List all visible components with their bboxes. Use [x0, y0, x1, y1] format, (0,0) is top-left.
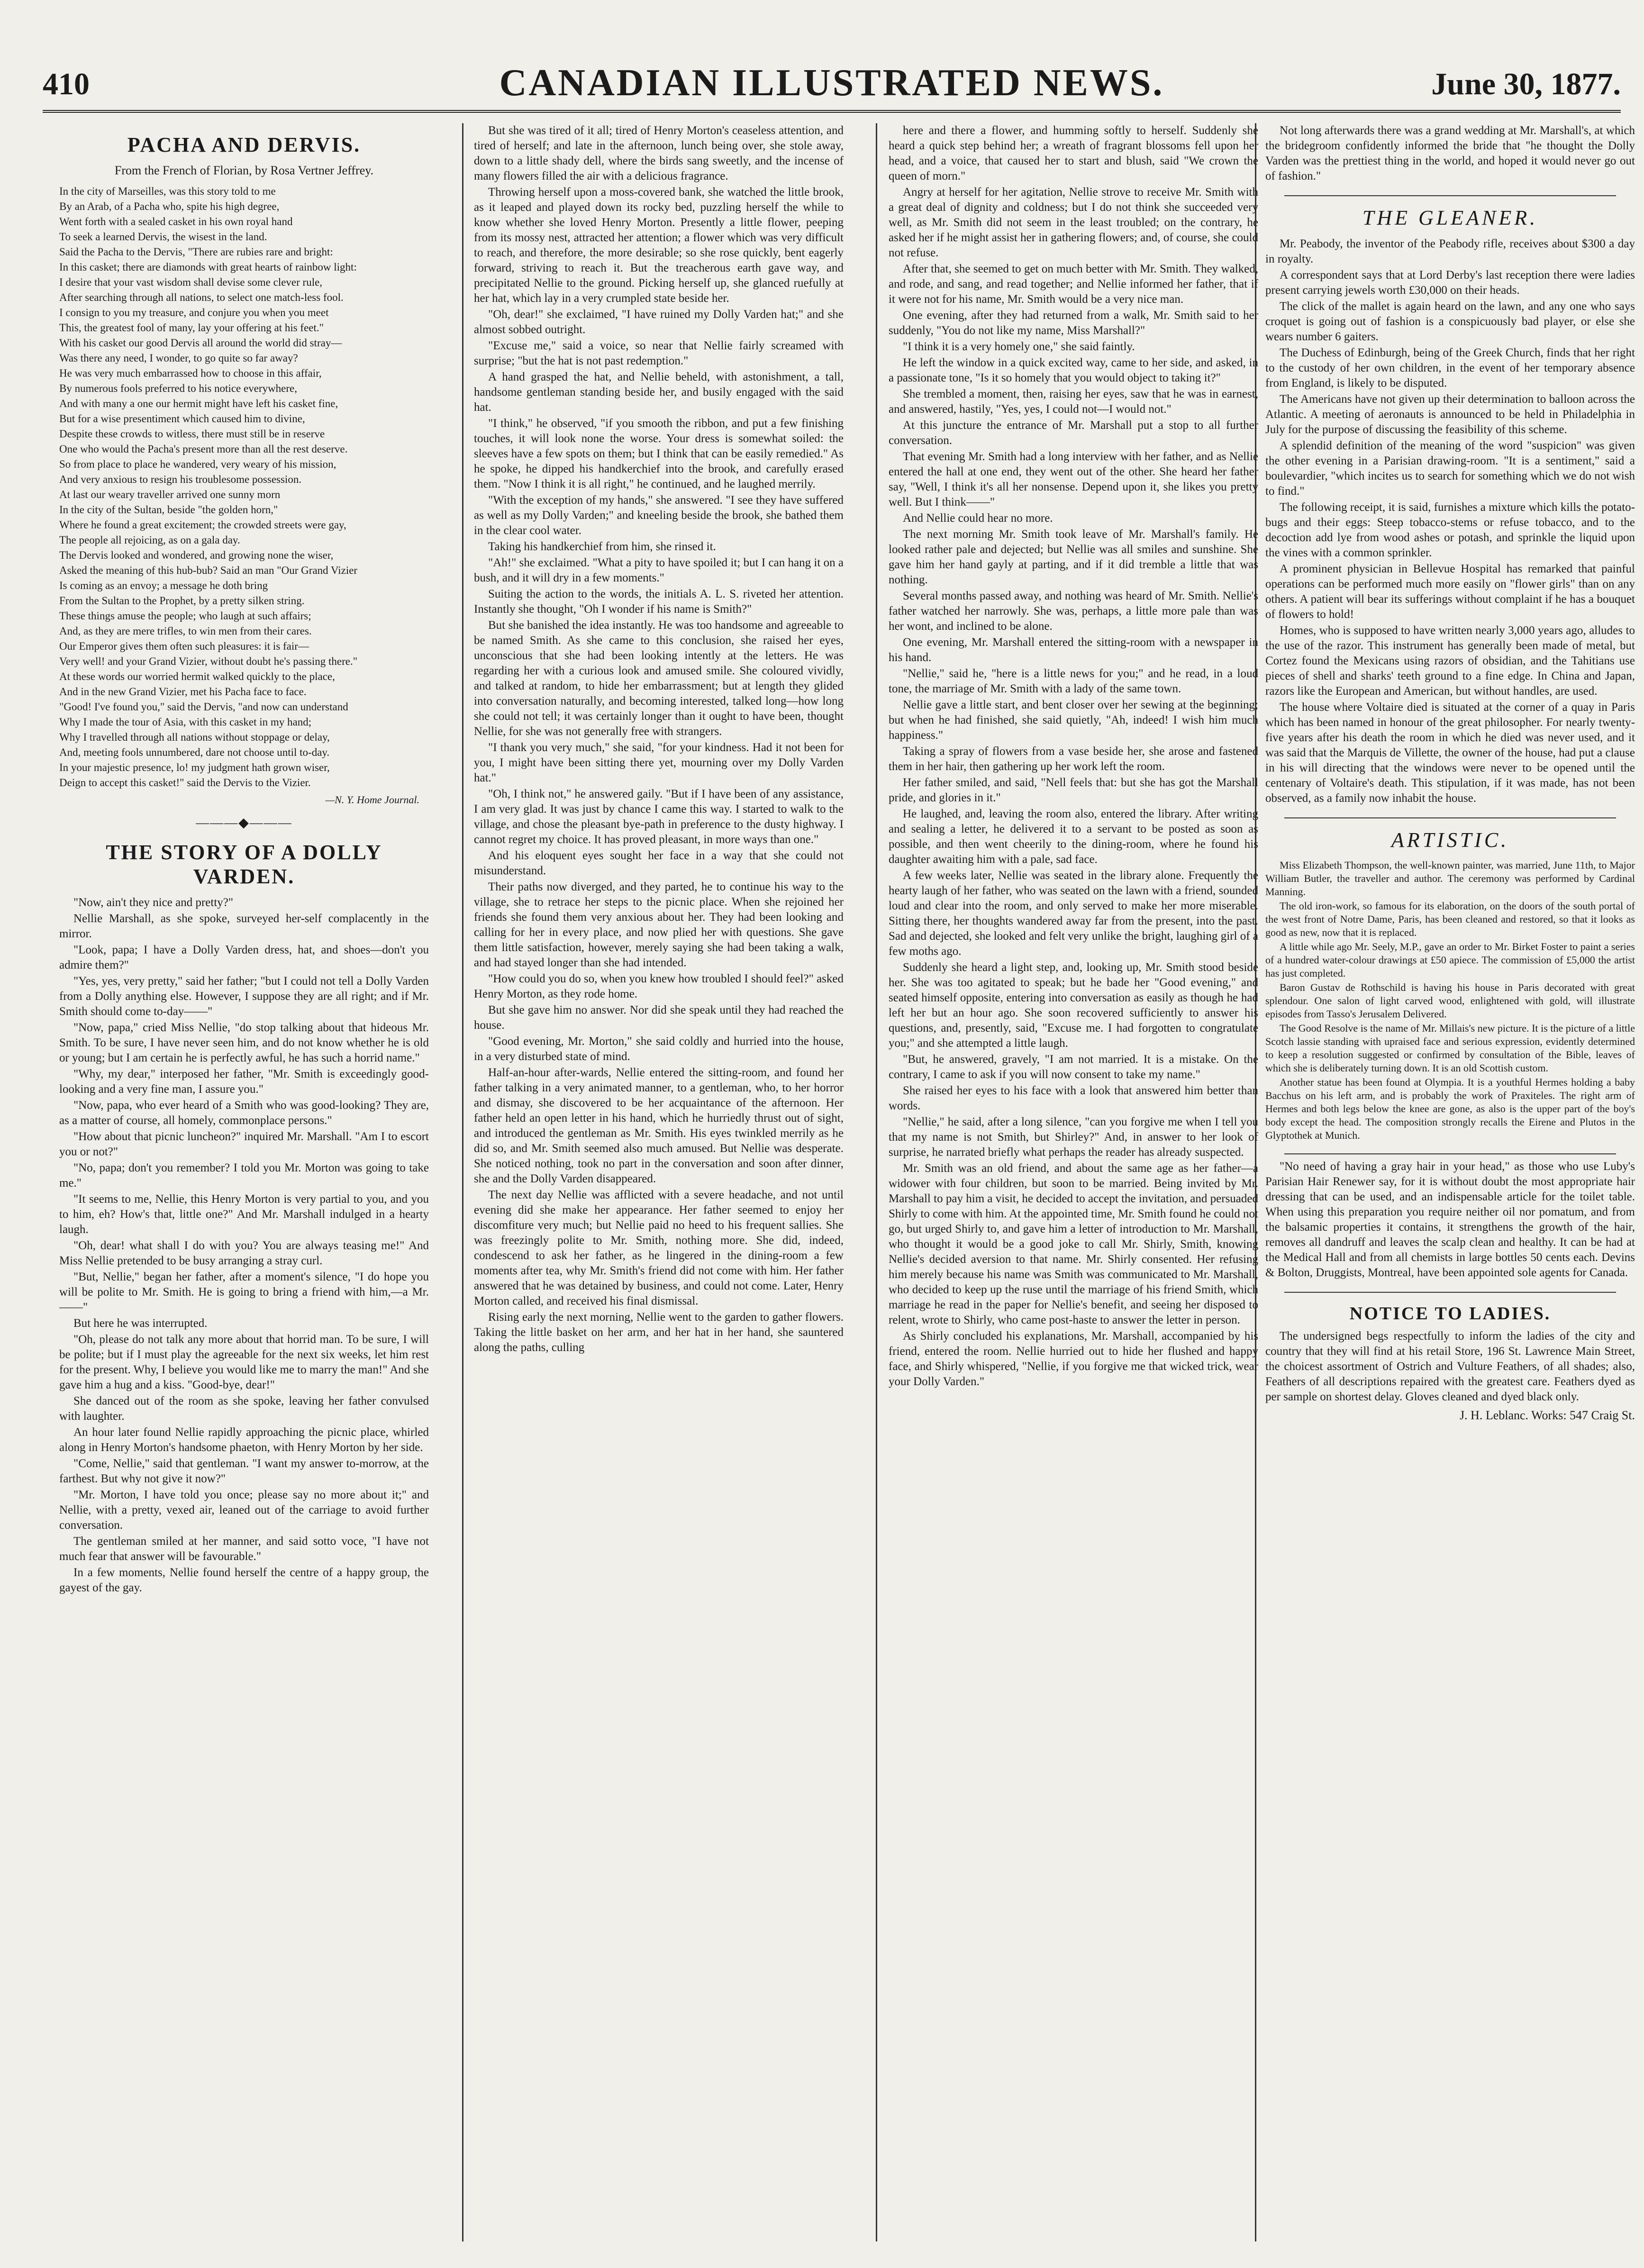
- column-2: [474, 123, 844, 2241]
- column-3: [889, 123, 1258, 2241]
- poem-line: Why I made the tour of Asia, with this casket in my hand;: [59, 716, 312, 728]
- story-paragraph: "But, he answered, gravely, "I am not married. It is a mistake. On the contrary, I came to ask if you will now consent to take my name.": [889, 1053, 1258, 1081]
- gleaner-title: THE GLEANER.: [1362, 206, 1538, 229]
- story-paragraph: One evening, after they had returned from a walk, Mr. Smith said to her suddenly, "You do not like my name, Miss Marshall?": [889, 309, 1258, 337]
- artistic-item: The old iron-work, so famous for its elaboration, on the doors of the south portal of the west front of Notre Dame, Paris, has been cleaned and restored, so that it looks as good as new, now that it is replaced.: [1265, 900, 1635, 938]
- story-paragraph: The next day Nellie was afflicted with a severe headache, and not until evening did she make her appearance. Her father seemed to enjoy her discomfiture very much; but Nellie paid no heed to his frequent sallies. She was freezingly polite to Mr. Smith, nothing more. She did, indeed, condescend to ask her father, as he lingered in the dining-room a few moments after tea, why Mr. Smith's friend did not come with him. Her father answered that he was detained by business, and could not come. Later, Henry Morton called, and received his final dismissal.: [474, 1188, 844, 1307]
- story-paragraph: "Nellie," said he, "here is a little news for you;" and he read, in a loud tone, the marriage of Mr. Smith with a lady of the same town.: [889, 667, 1258, 695]
- poem-line: "Good! I've found you," said the Dervis, "and now can understand: [59, 701, 348, 713]
- story-paragraph: "Oh, please do not talk any more about that horrid man. To be sure, I will be polite; but if I must play the agreeable for the next six weeks, let him rest for the present. Why, I believe you would like me to marry the man!" And she gave him a hug and a kiss. "Good-bye, dear!": [59, 1333, 429, 1391]
- notice-title: NOTICE TO LADIES.: [1349, 1304, 1551, 1324]
- story-title: THE STORY OF A DOLLY VARDEN.: [106, 841, 382, 888]
- story-paragraph: "Now, papa," cried Miss Nellie, "do stop talking about that hideous Mr. Smith. To be sure, I have never seen him, and do not know whether he is old or young; but I am certain he is perfectly awful, he has such a horrid name.": [59, 1021, 429, 1064]
- story-paragraph: An hour later found Nellie rapidly approaching the picnic place, whirled along in Henry Morton's handsome phaeton, with Henry Morton by her side.: [59, 1426, 429, 1454]
- artistic-item: A little while ago Mr. Seely, M.P., gave an order to Mr. Birket Foster to paint a series of a hundred water-colour drawings at £50 apiece. The commission of £5,000 the artist has just completed.: [1265, 941, 1635, 979]
- gleaner-item: Homes, who is supposed to have written nearly 3,000 years ago, alludes to the use of the razor. This instrument has generally been made of metal, but Cortez found the Mexicans using razors of obsidian, and the Tahitians use pieces of shell and sharks' teeth ground to a fine edge. In China and Japan, razors like the European and American, but without handles, are used.: [1265, 624, 1635, 698]
- story-paragraph: "But, Nellie," began her father, after a moment's silence, "I do hope you will be polite to Mr. Smith. He is going to bring a friend with him,—a Mr.——": [59, 1270, 429, 1314]
- ornament-divider: ———◆———: [196, 816, 292, 830]
- gleaner-item: The Americans have not given up their determination to balloon across the Atlantic. A meeting of aeronauts is announced to be held in Philadelphia in July for the purpose of discussing the feasibility of this scheme.: [1265, 393, 1635, 436]
- story-paragraph: She trembled a moment, then, raising her eyes, saw that he was in earnest, and answered, hastily, "Yes, yes, I could not—I would not.": [889, 388, 1258, 416]
- gleaner-item: Mr. Peabody, the inventor of the Peabody rifle, receives about $300 a day in royalty.: [1265, 237, 1635, 265]
- story-paragraph: "Ah!" she exclaimed. "What a pity to have spoiled it; but I can hang it on a bush, and it will dry in a few moments.": [474, 556, 844, 584]
- artistic-body: [1265, 859, 1635, 1142]
- story-paragraph: "Yes, yes, very pretty," said her father; "but I could not tell a Dolly Varden from a Dolly anything else. However, I suppose they are all right; and if Mr. Smith should come to-day——": [59, 975, 429, 1018]
- artistic-title: ARTISTIC.: [1391, 828, 1509, 852]
- artistic-item: Another statue has been found at Olympia. It is a youthful Hermes holding a baby Bacchus on his left arm, and is probably the work of Praxiteles. The right arm of Hermes and both legs below the knee are gone, as also is the upper part of the boy's body except the head. The composition strongly recalls the Eirene and Plutos in the Glyptothek at Munich.: [1265, 1076, 1635, 1141]
- story-paragraph: "Mr. Morton, I have told you once; please say no more about it;" and Nellie, with a pretty, vexed air, leaned out of the carriage to avoid further conversation.: [59, 1488, 429, 1532]
- poem-line: And with many a one our hermit might have left his casket fine,: [59, 398, 338, 409]
- story-paragraph: "I think it is a very homely one," she said faintly.: [903, 340, 1135, 353]
- story-paragraph: Taking a spray of flowers from a vase beside her, she arose and fastened them in her hair, then gathering up her work left the room.: [889, 745, 1258, 773]
- poem-source: —N. Y. Home Journal.: [325, 794, 419, 806]
- story-paragraph: "Excuse me," said a voice, so near that Nellie fairly screamed with surprise; "but the hat is not past redemption.": [474, 339, 844, 367]
- story-paragraph: After that, she seemed to get on much better with Mr. Smith. They walked, and rode, and sang, and read together; and Nellie informed her father, that if it were not for his name, Mr. Smith would be a very nice man.: [889, 263, 1258, 306]
- gleaner-item: A prominent physician in Bellevue Hospital has remarked that painful operations can be performed much more easily on "flower girls" than on any others. A patient will bear its sufferings without complaint if he has a bouquet of flowers to hold!: [1265, 562, 1635, 621]
- poem-line: So from place to place he wandered, very weary of his mission,: [59, 458, 336, 470]
- gleaner-item: A splendid definition of the meaning of the word "suspicion" was given the other evening in a Parisian drawing-room. "It is a sentiment," said a boulevardier, "which incites us to search for something which we do not wish to find.": [1265, 439, 1635, 498]
- poem-line: Was there any need, I wonder, to go quite so far away?: [59, 352, 298, 364]
- poem-line: The people all rejoicing, as on a gala day.: [59, 534, 240, 546]
- column-divider: [876, 123, 877, 2241]
- poem-line: Where he found a great excitement; the crowded streets were gay,: [59, 519, 346, 531]
- story-paragraph: "Oh, dear! what shall I do with you? You are always teasing me!" And Miss Nellie pretended to be busy arranging a stray curl.: [59, 1239, 429, 1267]
- story-paragraph: here and there a flower, and humming softly to herself. Suddenly she heard a quick step behind her; a wreath of fragrant blossoms fell upon her head, and a voice, that caused her to start and blush, said "We crown the queen of morn.": [889, 124, 1258, 182]
- story-paragraph: "Why, my dear," interposed her father, "Mr. Smith is exceedingly good-looking and a very fine man, I assure you.": [59, 1068, 429, 1096]
- story-paragraph: "Nellie," he said, after a long silence, "can you forgive me when I tell you that my name is not Smith, but Shirley?" And, in answer to her look of surprise, he narrated briefly what perhaps the reader has already suspected.: [889, 1116, 1258, 1159]
- story-paragraph: The gentleman smiled at her manner, and said sotto voce, "I have not much fear that answer will be favourable.": [59, 1535, 429, 1563]
- story-paragraph: "Oh, dear!" she exclaimed, "I have ruined my Dolly Varden hat;" and she almost sobbed outright.: [474, 308, 844, 336]
- column-1: [59, 123, 429, 2241]
- story-paragraph: "Oh, I think not," he answered gaily. "But if I have been of any assistance, I am very glad. It was just by chance I came this way. I started to walk to the village, and chose the pleasant bye-path in preference to the dusty highway. I cannot regret my choice. It has proved pleasant, in more ways than one.": [474, 788, 844, 846]
- story-paragraph: Mr. Smith was an old friend, and about the same age as her father—a widower with four children, but soon to be married. Being invited by Mr. Marshall to pay him a visit, he decided to accept the invitation, and persuaded Shirly to come with him. At the appointed time, Mr. Smith found he could not go, but urged Shirly to, and gave him a letter of introduction to Mr. Marshall, who thought it would be a good joke to call Mr. Shirly, Smith, knowing Nellie's decided aversion to that name. Mr. Shirly consented. Her refusing him merely because his name was Smith was communicated to Mr. Marshall, who decided to keep up the ruse until the marriage of his friend Smith, which marriage he read in the paper for Nellie's benefit, and seeing her disposed to relent, wrote to Shirly, who came post-haste to answer the letter in person.: [889, 1162, 1258, 1326]
- story-paragraph: Nellie Marshall, as she spoke, surveyed her-self complacently in the mirror.: [59, 912, 429, 940]
- story-paragraph: Not long afterwards there was a grand wedding at Mr. Marshall's, at which the bridegroom confidently informed the bride that "he thought the Dolly Varden was the prettiest thing in the world, and hoped it would never go out of fashion.": [1265, 124, 1635, 182]
- column-4: [1265, 123, 1635, 2241]
- story-paragraph: "No, papa; don't you remember? I told you Mr. Morton was going to take me.": [59, 1161, 429, 1189]
- story-paragraph: Her father smiled, and said, "Nell feels that: but she has got the Marshall pride, and glories in it.": [889, 776, 1258, 804]
- column-divider: [462, 123, 463, 2241]
- story-paragraph: Several months passed away, and nothing was heard of Mr. Smith. Nellie's father watched her narrowly. She was, perhaps, a little more pale than was her wont, and inclined to be alone.: [889, 590, 1258, 633]
- poem-line: But for a wise presentiment which caused him to divine,: [59, 413, 305, 425]
- poem-line: At last our weary traveller arrived one sunny morn: [59, 489, 281, 500]
- story-body-part-4: [1265, 123, 1635, 184]
- gleaner-item: The click of the mallet is again heard on the lawn, and any one who says croquet is going out of fashion is a conspicuously bad player, or else she wears number 6 gaiters.: [1265, 300, 1635, 343]
- story-paragraph: He laughed, and, leaving the room also, entered the library. After writing and sealing a letter, he delivered it to a servant to be posted as soon as possible, and then went cheerily to the dining-room, where he found his daughter awaiting him with a pale, sad face.: [889, 807, 1258, 866]
- story-paragraph: She danced out of the room as she spoke, leaving her father convulsed with laughter.: [59, 1395, 429, 1423]
- poem-line: In your majestic presence, lo! my judgment hath grown wiser,: [59, 762, 330, 773]
- story-paragraph: But she gave him no answer. Nor did she speak until they had reached the house.: [474, 1004, 844, 1032]
- story-paragraph: Angry at herself for her agitation, Nellie strove to receive Mr. Smith with a great deal of dignity and coldness; but I do not think she succeeded very well, as Mr. Smith did not seem in the least troubled; on the contrary, he asked her if he might assist her in gathering flowers; and, of course, she could not refuse.: [889, 186, 1258, 259]
- gleaner-item: A correspondent says that at Lord Derby's last reception there were ladies present carrying jewels worth £30,000 on their heads.: [1265, 269, 1635, 297]
- story-paragraph: As Shirly concluded his explanations, Mr. Marshall, accompanied by his friend, entered the room. Nellie hurried out to hide her flushed and happy face, and Shirly whispered, "Nellie, if you forgive me that wicked trick, wear your Dolly Varden.": [889, 1330, 1258, 1388]
- gleaner-item: The following receipt, it is said, furnishes a mixture which kills the potato-bugs and their eggs: Steep tobacco-stems or refuse tobacco, and to the decoction add lye from wood ashes or potash, and sprinkle the liquid upon the vines with a common sprinkler.: [1265, 501, 1635, 559]
- poem-line: These things amuse the people; who laugh at such affairs;: [59, 610, 311, 622]
- page-number: 410: [43, 67, 90, 101]
- masthead: CANADIAN ILLUSTRATED NEWS.: [499, 62, 1164, 104]
- section-rule: [1284, 195, 1616, 196]
- story-paragraph: "With the exception of my hands," she answered. "I see they have suffered as well as my Dolly Varden;" and kneeling beside the brook, she bathed them in the clear cool water.: [474, 494, 844, 537]
- story-body-part-1: [59, 895, 429, 1596]
- story-paragraph: The next morning Mr. Smith took leave of Mr. Marshall's family. He looked rather pale and dejected; but Nellie was all smiles and sunshine. She gave him her hand gayly at parting, and if it did tremble a little that was nothing.: [889, 528, 1258, 586]
- story-paragraph: That evening Mr. Smith had a long interview with her father, and as Nellie entered the hall at one end, they went out of the other. She heard her father say, "Well, I think it's all her nonsense. Depend upon it, she likes you pretty well. But I think——": [889, 450, 1258, 508]
- story-paragraph: "Good evening, Mr. Morton," she said coldly and hurried into the house, in a very disturbed state of mind.: [474, 1035, 844, 1063]
- story-paragraph: Suiting the action to the words, the initials A. L. S. riveted her attention. Instantly she thought, "Oh I wonder if his name is Smith?": [474, 588, 844, 616]
- poem-title: PACHA AND DERVIS.: [127, 133, 361, 156]
- story-paragraph: Their paths now diverged, and they parted, he to continue his way to the village, she to retrace her steps to the picnic place. When she rejoined her friends she found them very anxious about her. They had been looking and calling for her in every place, and now plied her with questions. She gave them little satisfaction, however, merely saying she had been taking a walk, and had stayed longer than she had intended.: [474, 880, 844, 969]
- story-paragraph: He left the window in a quick excited way, came to her side, and asked, in a passionate tone, "Is it so homely that you would object to taking it?": [889, 356, 1258, 384]
- story-paragraph: At this juncture the entrance of Mr. Marshall put a stop to all further conversation.: [889, 419, 1258, 447]
- section-rule: [1284, 1153, 1616, 1154]
- story-paragraph: Throwing herself upon a moss-covered bank, she watched the little brook, as it leaped and played down its rocky bed, puzzling herself the while to know whether she loved Henry Morton. Presently a little flower, peeping from its mossy nest, attracted her attention; a flower which was very difficult to reach, and therefore, the more desirable; so she rose quickly, bent eagerly forward, striving to reach it. But the treacherous earth gave way, and precipitated Nellie to the ground. Picking herself up, she glanced ruefully at her hat, which lay in a very crumpled state beside her.: [474, 186, 844, 305]
- poem-line: Said the Pacha to the Dervis, "There are rubies rare and bright:: [59, 246, 333, 258]
- poem-line: Our Emperor gives them often such pleasures: it is fair—: [59, 640, 309, 652]
- story-paragraph: She raised her eyes to his face with a look that answered him better than words.: [889, 1084, 1258, 1112]
- poem-line: I desire that your vast wisdom shall devise some clever rule,: [59, 276, 323, 288]
- hair-advert: [1265, 1159, 1635, 1280]
- poem-line: To seek a learned Dervis, the wisest in the land.: [59, 231, 267, 243]
- poem-line: He was very much embarrassed how to choose in this affair,: [59, 367, 322, 379]
- notice-signature: J. H. Leblanc. Works: 547 Craig St.: [1459, 1408, 1635, 1422]
- story-paragraph: "I thank you very much," she said, "for your kindness. Had it not been for you, I might have been sitting there yet, mourning over my Dolly Varden hat.": [474, 741, 844, 784]
- story-paragraph: But she banished the idea instantly. He was too handsome and agreeable to be named Smith. As she came to this conclusion, she raised her eyes, unconscious that she had been looking intently at the letters. He was regarding her with a curious look and amused smile. She coloured vividly, and talked at random, to hide her embarrassment; but at length they glided into conversation naturally, and becoming interested, talked long—how long she could not tell; it was certainly longer than it ought to have been, thought Nellie, for she was not generally free with strangers.: [474, 619, 844, 738]
- poem-line: After searching through all nations, to select one match-less fool.: [59, 291, 344, 303]
- artistic-item: Miss Elizabeth Thompson, the well-known painter, was married, June 11th, to Major William Butler, the traveller and author. The ceremony was performed by Cardinal Manning.: [1265, 859, 1635, 898]
- poem-line: And very anxious to resign his troublesome possession.: [59, 473, 302, 485]
- story-paragraph: "It seems to me, Nellie, this Henry Morton is very partial to you, and you to him, eh? How's that, little one?" And Mr. Marshall indulged in a hearty laugh.: [59, 1193, 429, 1236]
- story-paragraph: In a few moments, Nellie found herself the centre of a happy group, the gayest of the gay.: [59, 1566, 429, 1594]
- gleaner-item: The Duchess of Edinburgh, being of the Greek Church, finds that her right to the custody of her own children, in the event of her temporary absence from England, is likely to be disputed.: [1265, 346, 1635, 390]
- poem-line: Deign to accept this casket!" said the Dervis to the Vizier.: [59, 777, 311, 789]
- poem-line: In this casket; there are diamonds with great hearts of rainbow light:: [59, 261, 357, 273]
- poem-line: Very well! and your Grand Vizier, without doubt he's passing there.": [59, 655, 358, 667]
- gleaner-body: [1265, 236, 1635, 806]
- story-paragraph: Rising early the next morning, Nellie went to the garden to gather flowers. Taking the little basket on her arm, and her hat in her hand, she sauntered along the paths, culling: [474, 1311, 844, 1354]
- poem-line: At these words our worried hermit walked quickly to the place,: [59, 671, 335, 682]
- story-body-part-3: [889, 123, 1258, 1389]
- story-paragraph: But here he was interrupted.: [73, 1317, 208, 1330]
- gleaner-item: The house where Voltaire died is situated at the corner of a quay in Paris which has been named in honour of the great philosopher. For nearly twenty-five years after his death the room in which he died was never used, and it was said that the Marquis de Villette, the owner of the house, had put a clause in his will directing that the windows were never to be opened until the centenary of Voltaire's death. This stipulation, if it was made, has not been observed, as a family now inhabit the house.: [1265, 701, 1635, 805]
- story-paragraph: One evening, Mr. Marshall entered the sitting-room with a newspaper in his hand.: [889, 636, 1258, 664]
- hair-advert-text: "No need of having a gray hair in your head," as those who use Luby's Parisian Hair Renewer say, for it is without doubt the most appropriate hair dressing that can be used, and an indispensable article for the toilet table. When using this preparation you require neither oil nor pomatum, and from the balsamic properties it contains, it strengthens the growth of the hair, removes all dandruff and leaves the scalp clean and healthy. It can be had at the Medical Hall and from all chemists in large bottles 50 cents each. Devins & Bolton, Druggists, Montreal, have been appointed sole agents for Canada.: [1265, 1160, 1635, 1279]
- poem-line: And, meeting fools unnumbered, dare not choose until to-day.: [59, 746, 330, 758]
- poem-line: By an Arab, of a Pacha who, spite his high degree,: [59, 200, 280, 212]
- story-paragraph: "How about that picnic luncheon?" inquired Mr. Marshall. "Am I to escort you or not?": [59, 1130, 429, 1158]
- poem-line: In the city of Marseilles, was this story told to me: [59, 185, 276, 197]
- header-rule: [43, 110, 1621, 113]
- notice-body: [1265, 1329, 1635, 1405]
- story-paragraph: Nellie gave a little start, and bent closer over her sewing at the beginning; but when he had finished, she said quietly, "Ah, indeed! I wish him much happiness.": [889, 699, 1258, 742]
- notice-text: The undersigned begs respectfully to inform the ladies of the city and country that they will find at his retail Store, 196 St. Lawrence Main Street, the choicest assortment of Ostrich and Vulture Feathers, of all shades; also, Feathers of all descriptions repaired with the greatest care. Feathers dyed as per sample on shortest delay. Gloves cleaned and dyed black only.: [1265, 1330, 1635, 1403]
- poem-line: The Dervis looked and wondered, and growing none the wiser,: [59, 549, 334, 561]
- issue-date: June 30, 1877.: [1431, 67, 1621, 101]
- poem-line: By numerous fools preferred to his notice everywhere,: [59, 382, 298, 394]
- story-paragraph: "Now, papa, who ever heard of a Smith who was good-looking? They are, as a matter of course, all homely, commonplace persons.": [59, 1099, 429, 1127]
- poem-line: This, the greatest fool of many, lay your offering at his feet.": [59, 322, 324, 334]
- poem-line: Why I travelled through all nations without stoppage or delay,: [59, 731, 330, 743]
- poem-line: And, as they are mere trifles, to win men from their cares.: [59, 625, 312, 637]
- story-paragraph: But she was tired of it all; tired of Henry Morton's ceaseless attention, and tired of herself; and late in the afternoon, lunch being over, she stole away, down to a little shady dell, where the birds sang sweetly, and the incense of many flowers filled the air with a delicious fragrance.: [474, 124, 844, 182]
- story-paragraph: A hand grasped the hat, and Nellie beheld, with astonishment, a tall, handsome gentleman standing beside her, and busily engaged with the said hat.: [474, 371, 844, 414]
- section-rule: [1284, 1292, 1616, 1293]
- poem-line: From the Sultan to the Prophet, by a pretty silken string.: [59, 595, 305, 607]
- story-paragraph: Suddenly she heard a light step, and, looking up, Mr. Smith stood beside her. She was too agitated to speak; but he bade her "Good evening," and seated himself opposite, entering into conversation as easily as though he had left her but an hour ago. She soon recovered sufficiently to answer his questions, and, presently, said, "Excuse me. I had forgotten to congratulate you;" and she attempted a little laugh.: [889, 961, 1258, 1050]
- poem-line: In the city of the Sultan, beside "the golden horn,": [59, 504, 278, 516]
- story-paragraph: And his eloquent eyes sought her face in a way that she could not misunderstand.: [474, 849, 844, 877]
- poem-line: One who would the Pacha's present more than all the rest deserve.: [59, 443, 348, 455]
- story-paragraph: "How could you do so, when you knew how troubled I should feel?" asked Henry Morton, as they rode home.: [474, 972, 844, 1000]
- story-body-part-2: [474, 123, 844, 1355]
- story-paragraph: "Look, papa; I have a Dolly Varden dress, hat, and shoes—don't you admire them?": [59, 943, 429, 971]
- artistic-item: Baron Gustav de Rothschild is having his house in Paris decorated with great splendour. One salon of light carved wood, enlightened with gold, will illustrate episodes from Tasso's Jerusalem Delivered.: [1265, 981, 1635, 1020]
- poem-line: I consign to you my treasure, and conjure you when you meet: [59, 307, 329, 318]
- story-paragraph: A few weeks later, Nellie was seated in the library alone. Frequently the hearty laugh of her father, who was seated on the lawn with a friend, sounded loud and clear into the room, and only served to make her more miserable. Sitting there, her thoughts wandered away far from the present, into the past. Sad and dejected, she looked and felt very unlike the bright, laughing girl of a few moths ago.: [889, 869, 1258, 958]
- artistic-item: The Good Resolve is the name of Mr. Millais's new picture. It is the picture of a little Scotch lassie standing with upraised face and serious expression, evidently determined to keep a resolution suggested or confirmed by consultation of the Bible, leaves of which she is deliberately turning down. It is an old Scottish custom.: [1265, 1022, 1635, 1074]
- poem-byline: From the French of Florian, by Rosa Vertner Jeffrey.: [114, 163, 374, 177]
- poem-line: With his casket our good Dervis all around the world did stray—: [59, 337, 342, 349]
- poem-line: Is coming as an envoy; a message he doth bring: [59, 580, 268, 591]
- poem-body: [59, 184, 429, 790]
- poem-line: Despite these crowds to witless, there must still be in reserve: [59, 428, 325, 440]
- page-header: [43, 57, 1621, 109]
- poem-line: Asked the meaning of this hub-bub? Said an man "Our Grand Vizier: [59, 564, 358, 576]
- poem-line: And in the new Grand Vizier, met his Pacha face to face.: [59, 686, 307, 698]
- story-paragraph: And Nellie could hear no more.: [903, 512, 1053, 525]
- story-paragraph: Half-an-hour after-wards, Nellie entered the sitting-room, and found her father talking in a very animated manner, to a gentleman, who, to her horror and dismay, she discovered to be her acquaintance of the afternoon. Her father held an open letter in his hand, which he hurriedly thrust out of sight, and introduced the gentleman as Mr. Smith. His eyes twinkled merrily as he did so, and Mr. Smith seemed also much amused. But Nellie was desperate. She noticed nothing, took no part in the conversation and soon after dinner, she and the Dolly Varden disappeared.: [474, 1066, 844, 1185]
- story-paragraph: "Come, Nellie," said that gentleman. "I want my answer to-morrow, at the farthest. But why not give it now?": [59, 1457, 429, 1485]
- poem-line: Went forth with a sealed casket in his own royal hand: [59, 216, 293, 227]
- story-paragraph: "Now, ain't they nice and pretty?": [73, 896, 234, 909]
- story-paragraph: "I think," he observed, "if you smooth the ribbon, and put a few finishing touches, it will look none the worse. Your dress is somewhat soiled: the sleeves have a few spots on them; but I think that can be easily remedied." As he spoke, he dipped his handkerchief into the brook, and carefully erased them. "Now I think it is all right," he continued, and he laughed merrily.: [474, 417, 844, 490]
- story-paragraph: Taking his handkerchief from him, she rinsed it.: [488, 540, 716, 553]
- section-rule: [1284, 817, 1616, 818]
